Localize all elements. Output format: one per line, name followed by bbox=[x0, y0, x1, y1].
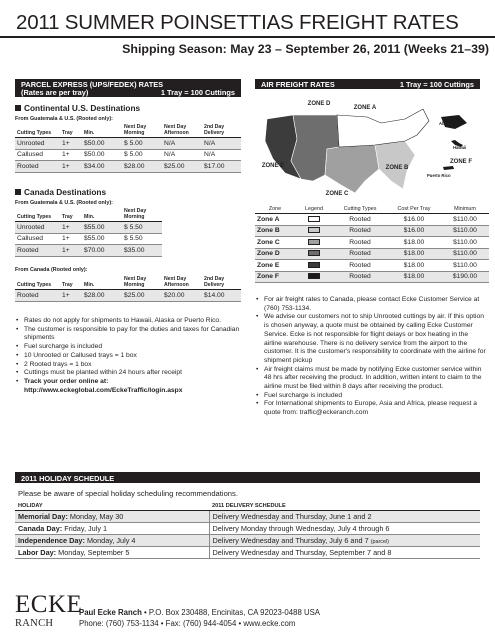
table-cell: $28.00 bbox=[122, 161, 162, 173]
table-cell: $ 5.00 bbox=[122, 138, 162, 150]
holiday-cell bbox=[15, 535, 209, 547]
note-item: • Fuel surcharge is included bbox=[255, 392, 487, 401]
delivery-text: Delivery Wednesday and Thursday, June 1 and 2 bbox=[212, 512, 372, 521]
table-row bbox=[255, 237, 489, 249]
column-header: Min. bbox=[82, 124, 122, 138]
continental-title bbox=[15, 103, 140, 113]
column-header: Legend bbox=[295, 205, 333, 214]
canada-title bbox=[15, 187, 106, 197]
holiday-date: Monday, July 4 bbox=[86, 536, 136, 545]
parcel-notes bbox=[15, 317, 247, 395]
table-cell: 1+ bbox=[60, 245, 82, 257]
legend-cell bbox=[295, 260, 333, 272]
air-header-title: AIR FREIGHT RATES bbox=[261, 80, 335, 89]
zone-cell: Zone B bbox=[255, 225, 295, 237]
table-cell: $25.00 bbox=[122, 290, 162, 302]
table-cell: $ 5.00 bbox=[122, 149, 162, 161]
table-cell: N/A bbox=[162, 138, 202, 150]
table-row bbox=[255, 260, 489, 272]
delivery-cell bbox=[209, 547, 480, 559]
column-header: Cutting Types bbox=[15, 124, 60, 138]
holiday-table bbox=[15, 502, 480, 559]
map-zone-c bbox=[325, 145, 379, 193]
continental-sub: From Guatemala & U.S. (Rooted only): bbox=[15, 116, 113, 122]
zone-d-label: ZONE D bbox=[307, 101, 331, 107]
column-header: Tray bbox=[60, 124, 82, 138]
table-cell: $55.00 bbox=[82, 233, 122, 245]
minimum-cell: $110.00 bbox=[441, 214, 489, 226]
table-cell: N/A bbox=[202, 149, 241, 161]
ecke-ranch-logo bbox=[15, 591, 83, 633]
cost-cell: $16.00 bbox=[387, 214, 441, 226]
company-address: • P.O. Box 230488, Encinitas, CA 92023-0488 USA bbox=[144, 608, 320, 617]
note-item: • Air freight claims must be made by notifying Ecke customer service within 48 hrs after receiving the product. In addition, written intent to claim to the airline must be filed within 8 days after receiving the product. bbox=[255, 366, 487, 392]
shipping-season bbox=[122, 42, 489, 56]
cutting-type-cell: Rooted bbox=[333, 237, 387, 249]
delivery-text: Delivery Wednesday and Thursday, September 7 and 8 bbox=[212, 548, 392, 557]
minimum-cell: $110.00 bbox=[441, 248, 489, 260]
cutting-type-cell: Rooted bbox=[333, 214, 387, 226]
track-order-link[interactable]: http://www.eckeglobal.com/EckeTraffic/login.aspx bbox=[24, 386, 183, 394]
holiday-header bbox=[15, 472, 480, 483]
zone-cell: Zone D bbox=[255, 248, 295, 260]
table-cell: $70.00 bbox=[82, 245, 122, 257]
column-header: Next Day Morning bbox=[122, 124, 162, 138]
canada-title-text: Canada Destinations bbox=[24, 187, 107, 197]
minimum-cell: $110.00 bbox=[441, 237, 489, 249]
note-item: • 10 Unrooted or Callused trays = 1 box bbox=[15, 352, 247, 361]
footer-contact bbox=[79, 608, 320, 629]
parcel-header-tray: 1 Tray = 100 Cuttings bbox=[160, 88, 235, 97]
column-header: Minimum bbox=[441, 205, 489, 214]
minimum-cell: $110.00 bbox=[441, 225, 489, 237]
cost-cell: $18.00 bbox=[387, 260, 441, 272]
alaska-label: Alaska bbox=[439, 121, 453, 126]
canada-rates-table bbox=[15, 208, 162, 257]
delivery-cell bbox=[209, 511, 480, 523]
map-puerto-rico bbox=[443, 166, 454, 170]
table-cell: $55.00 bbox=[82, 222, 122, 234]
table-row bbox=[15, 149, 241, 161]
minimum-cell: $110.00 bbox=[441, 260, 489, 272]
continental-title-text: Continental U.S. Destinations bbox=[24, 103, 141, 113]
table-cell: Callused bbox=[15, 233, 60, 245]
cutting-type-cell: Rooted bbox=[333, 271, 387, 283]
holiday-name: Labor Day: bbox=[18, 548, 57, 557]
legend-swatch-icon bbox=[308, 250, 320, 256]
table-cell: $17.00 bbox=[202, 161, 241, 173]
note-item: • The customer is responsible to pay for the duties and taxes for Canadian shipments bbox=[15, 326, 247, 343]
table-row bbox=[15, 222, 162, 234]
column-header: Tray bbox=[60, 208, 82, 222]
canada-origin-rates-table bbox=[15, 276, 241, 302]
table-cell: 1+ bbox=[60, 138, 82, 150]
table-cell: $ 5.50 bbox=[122, 233, 162, 245]
cutting-type-cell: Rooted bbox=[333, 248, 387, 260]
cost-cell: $16.00 bbox=[387, 225, 441, 237]
legend-cell bbox=[295, 225, 333, 237]
table-row bbox=[15, 245, 162, 257]
cost-cell: $18.00 bbox=[387, 237, 441, 249]
parcel-header-sub: (Rates are per tray) bbox=[21, 88, 89, 97]
page-title: 2011 SUMMER POINSETTIAS FREIGHT RATES bbox=[16, 11, 459, 34]
holiday-cell bbox=[15, 523, 209, 535]
column-header: Next Day Afternoon bbox=[162, 276, 202, 290]
delivery-cell bbox=[209, 535, 480, 547]
legend-swatch-icon bbox=[308, 216, 320, 222]
column-header: 2nd Day Delivery bbox=[202, 276, 241, 290]
table-row bbox=[15, 290, 241, 302]
logo-text-big: ECKE bbox=[15, 591, 83, 618]
table-cell: $34.00 bbox=[82, 161, 122, 173]
company-name: Paul Ecke Ranch bbox=[79, 608, 142, 617]
legend-cell bbox=[295, 248, 333, 260]
table-cell: Rooted bbox=[15, 161, 60, 173]
table-row bbox=[15, 138, 241, 150]
table-row bbox=[15, 511, 480, 523]
holiday-col-header: HOLIDAY bbox=[15, 502, 209, 511]
table-row bbox=[255, 248, 489, 260]
holiday-cell bbox=[15, 511, 209, 523]
column-header: Cutting Types bbox=[15, 208, 60, 222]
track-label: Track your order online at: bbox=[24, 377, 109, 385]
table-row bbox=[15, 523, 480, 535]
cost-cell: $18.00 bbox=[387, 248, 441, 260]
zone-b-label: ZONE B bbox=[385, 165, 409, 171]
delivery-text: Delivery Wednesday and Thursday, July 6 and 7 bbox=[212, 536, 369, 545]
holiday-name: Memorial Day: bbox=[18, 512, 68, 521]
column-header: Cutting Types bbox=[15, 276, 60, 290]
air-rates-table bbox=[255, 205, 489, 283]
zone-cell: Zone A bbox=[255, 214, 295, 226]
logo-text-small: RANCH bbox=[15, 618, 54, 629]
title-bar bbox=[0, 0, 495, 37]
holiday-name: Canada Day: bbox=[18, 524, 63, 533]
delivery-note: (parcel) bbox=[370, 539, 389, 545]
map-zone-a bbox=[337, 109, 429, 147]
table-cell: 1+ bbox=[60, 290, 82, 302]
holiday-header-text: 2011 HOLIDAY SCHEDULE bbox=[21, 474, 115, 483]
table-header-row bbox=[255, 205, 489, 214]
table-row bbox=[255, 271, 489, 283]
zone-cell: Zone F bbox=[255, 271, 295, 283]
minimum-cell: $190.00 bbox=[441, 271, 489, 283]
table-cell: Rooted bbox=[15, 245, 60, 257]
holiday-date: Monday, September 5 bbox=[58, 548, 130, 557]
holiday-cell bbox=[15, 547, 209, 559]
zone-map bbox=[255, 89, 489, 204]
puerto-rico-label: Puerto Rico bbox=[427, 173, 451, 178]
table-cell: $35.00 bbox=[122, 245, 162, 257]
column-header: 2nd Day Delivery bbox=[202, 124, 241, 138]
legend-swatch-icon bbox=[308, 262, 320, 268]
legend-cell bbox=[295, 271, 333, 283]
note-item: • 2 Rooted trays = 1 box bbox=[15, 361, 247, 370]
table-cell: $20.00 bbox=[162, 290, 202, 302]
column-header: Next Day Morning bbox=[122, 208, 162, 222]
table-cell: N/A bbox=[162, 149, 202, 161]
table-cell: 1+ bbox=[60, 149, 82, 161]
table-row bbox=[255, 214, 489, 226]
legend-swatch-icon bbox=[308, 239, 320, 245]
cutting-type-cell: Rooted bbox=[333, 260, 387, 272]
column-header: Next Day Morning bbox=[122, 276, 162, 290]
holiday-date: Monday, May 30 bbox=[69, 512, 124, 521]
zone-cell: Zone E bbox=[255, 260, 295, 272]
table-header-row bbox=[15, 124, 241, 138]
column-header: Next Day Afternoon bbox=[162, 124, 202, 138]
legend-swatch-icon bbox=[308, 273, 320, 279]
track-order-note bbox=[15, 378, 247, 395]
column-header: Cost Per Tray bbox=[387, 205, 441, 214]
table-row bbox=[15, 547, 480, 559]
air-header bbox=[255, 79, 480, 89]
table-cell: Rooted bbox=[15, 290, 60, 302]
table-cell: $25.00 bbox=[162, 161, 202, 173]
table-cell: $50.00 bbox=[82, 138, 122, 150]
table-cell: $ 5.50 bbox=[122, 222, 162, 234]
zone-a-label: ZONE A bbox=[353, 105, 377, 111]
table-cell: $50.00 bbox=[82, 149, 122, 161]
air-header-tray: 1 Tray = 100 Cuttings bbox=[399, 80, 474, 89]
delivery-col-header: 2011 DELIVERY SCHEDULE bbox=[209, 502, 480, 511]
note-item: • For air freight rates to Canada, please contact Ecke Customer Service at (760) 753-1134. bbox=[255, 296, 487, 313]
column-header: Min. bbox=[82, 276, 122, 290]
table-cell: N/A bbox=[202, 138, 241, 150]
note-item: • For International shipments to Europe, Asia and Africa, please request a quote from: traffic@eckeranch.com bbox=[255, 400, 487, 417]
note-item: • Cuttings must be planted within 24 hours after receipt bbox=[15, 369, 247, 378]
delivery-text: Delivery Monday through Wednesday, July 4 through 6 bbox=[212, 524, 390, 533]
legend-cell bbox=[295, 237, 333, 249]
company-contact: Phone: (760) 753-1134 • Fax: (760) 944-4054 • www.ecke.com bbox=[79, 618, 296, 628]
season-label: Shipping Season: bbox=[122, 42, 227, 56]
table-header-row bbox=[15, 276, 241, 290]
holiday-date: Friday, July 1 bbox=[64, 524, 108, 533]
season-dates: May 23 – September 26, 2011 (Weeks 21–39) bbox=[230, 42, 489, 56]
bullet-square-icon bbox=[15, 189, 21, 195]
zone-e-label: ZONE E bbox=[261, 163, 285, 169]
table-row bbox=[15, 535, 480, 547]
canada-sub2: From Canada (Rooted only): bbox=[15, 267, 88, 273]
zone-c-label: ZONE C bbox=[325, 191, 349, 197]
legend-swatch-icon bbox=[308, 227, 320, 233]
hawaii-label: Hawaii bbox=[453, 145, 467, 150]
zone-f-label: ZONE F bbox=[450, 159, 472, 165]
air-notes bbox=[255, 296, 487, 418]
delivery-cell bbox=[209, 523, 480, 535]
holiday-intro: Please be aware of special holiday scheduling recommendations. bbox=[18, 489, 238, 498]
legend-cell bbox=[295, 214, 333, 226]
table-cell: $14.00 bbox=[202, 290, 241, 302]
cost-cell: $18.00 bbox=[387, 271, 441, 283]
parcel-header bbox=[15, 79, 241, 97]
table-cell: $28.00 bbox=[82, 290, 122, 302]
table-row bbox=[255, 225, 489, 237]
column-header: Zone bbox=[255, 205, 295, 214]
table-cell: Callused bbox=[15, 149, 60, 161]
title-divider bbox=[0, 36, 495, 38]
cutting-type-cell: Rooted bbox=[333, 225, 387, 237]
column-header: Cutting Types bbox=[333, 205, 387, 214]
table-cell: 1+ bbox=[60, 161, 82, 173]
column-header: Min. bbox=[82, 208, 122, 222]
note-item: • We advise our customers not to ship Unrooted cuttings by air. If this option is chosen anyway, a quote must be obtained by calling Ecke Customer Service. Ecke is not responsible for flight delays or box heating in the airline warehouse. There is no delivery service from the airport to the customer. It is the customer's responsibility to coordinate with the airline for shipment pickup bbox=[255, 313, 487, 365]
continental-rates-table bbox=[15, 124, 241, 173]
table-cell: Unrooted bbox=[15, 222, 60, 234]
holiday-name: Independence Day: bbox=[18, 536, 85, 545]
table-cell: 1+ bbox=[60, 233, 82, 245]
table-row bbox=[15, 233, 162, 245]
column-header: Tray bbox=[60, 276, 82, 290]
table-header-row bbox=[15, 208, 162, 222]
note-item: • Fuel surcharge is included bbox=[15, 343, 247, 352]
parcel-header-title: PARCEL EXPRESS (UPS/FEDEX) RATES bbox=[21, 80, 164, 89]
table-cell: Unrooted bbox=[15, 138, 60, 150]
bullet-square-icon bbox=[15, 105, 21, 111]
note-item: • Rates do not apply for shipments to Hawaii, Alaska or Puerto Rico. bbox=[15, 317, 247, 326]
canada-sub: From Guatemala & U.S. (Rooted only): bbox=[15, 200, 113, 206]
zone-cell: Zone C bbox=[255, 237, 295, 249]
table-cell: 1+ bbox=[60, 222, 82, 234]
table-row bbox=[15, 161, 241, 173]
